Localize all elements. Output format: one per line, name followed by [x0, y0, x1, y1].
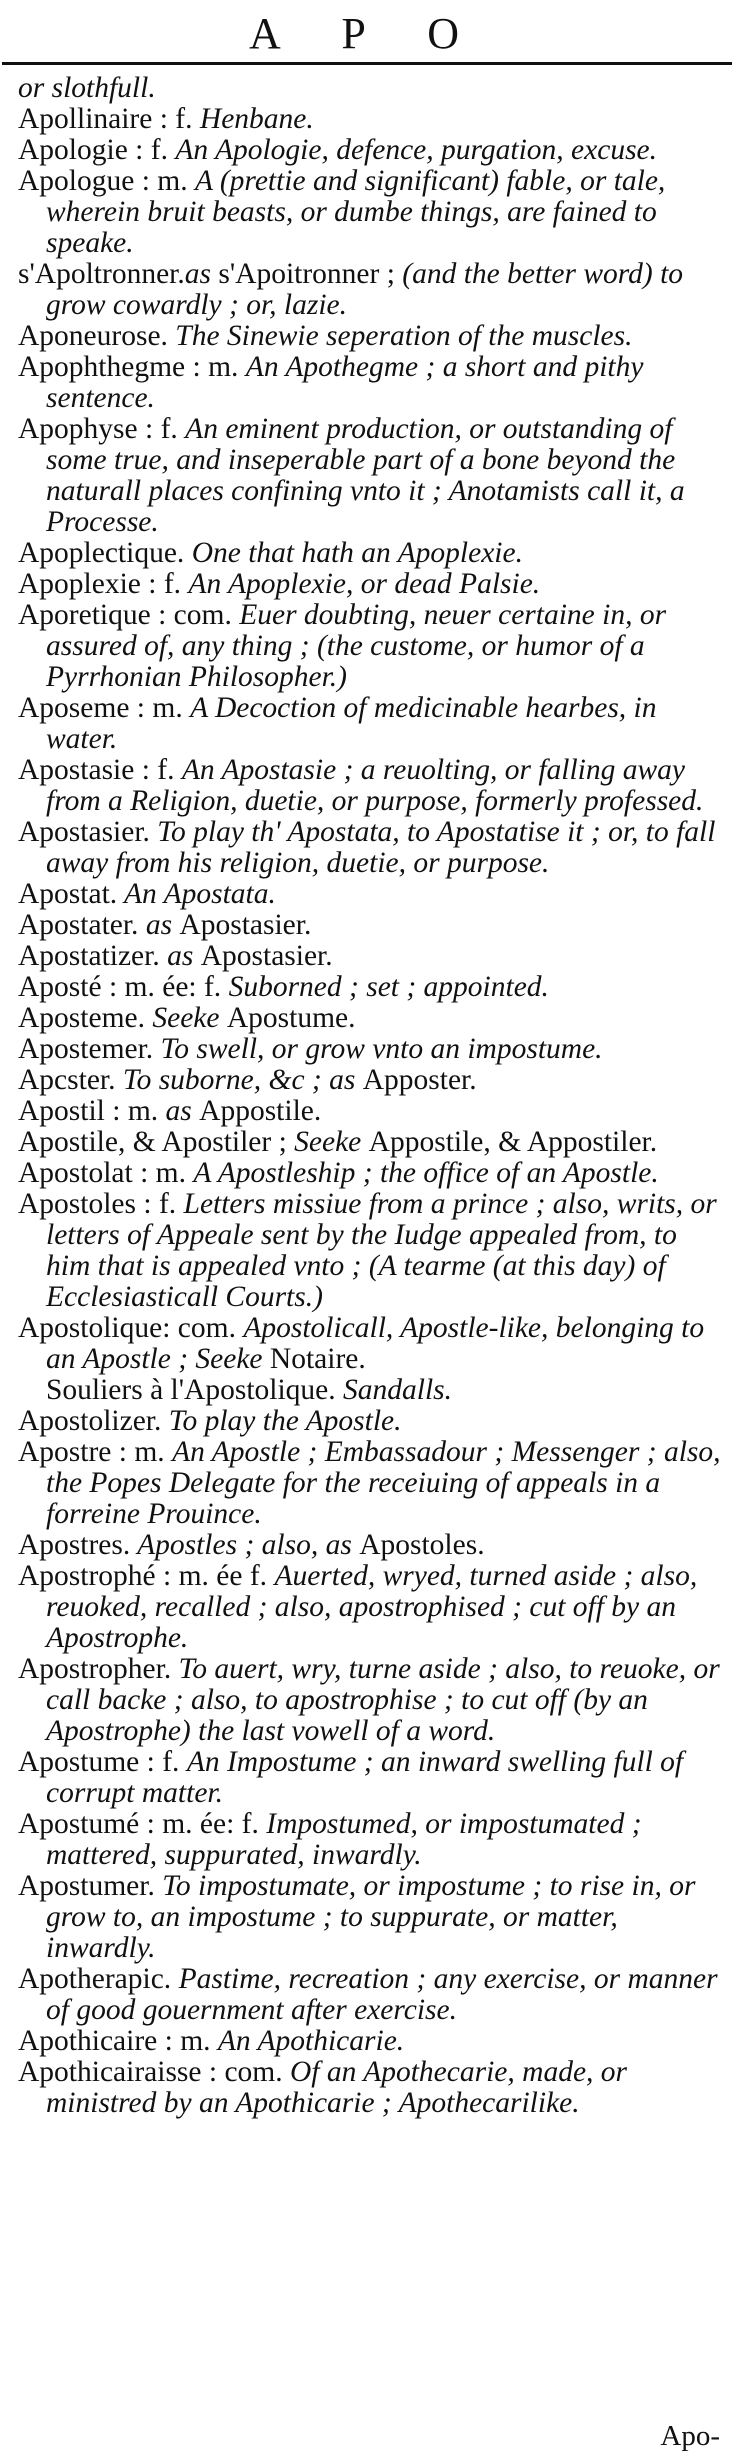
headword: Apostasier.: [18, 816, 150, 848]
definition: as: [165, 1095, 200, 1127]
headword: Apostre: [18, 1436, 112, 1468]
dictionary-entry: [18, 600, 722, 693]
headword: Aponeurose.: [18, 320, 168, 352]
definition: The Sinewie seperation of the muscles.: [167, 320, 633, 352]
cross-reference: Apostasier.: [200, 940, 333, 972]
headword: Apostolizer.: [18, 1405, 162, 1437]
headword: Apostater.: [18, 909, 139, 941]
dictionary-entry: [18, 1375, 722, 1406]
dictionary-entry: [18, 1530, 722, 1561]
dictionary-entry: [18, 1561, 722, 1654]
cross-reference: Apposter.: [362, 1064, 477, 1096]
dictionary-entry: [18, 1003, 722, 1034]
definition: An Impostume ; an inward swelling full of corrupt matter.: [46, 1746, 684, 1809]
headword: Apophthegme: [18, 351, 186, 383]
dictionary-entry: [18, 1127, 722, 1158]
headword: Apotherapic.: [18, 1963, 172, 1995]
grammar-note: : com.: [162, 1312, 244, 1344]
headword: s'Apoltronner.: [18, 258, 185, 290]
headword: Apothicairaisse: [18, 2056, 202, 2088]
catchword: Apo-: [660, 2420, 720, 2452]
headword: Apostumer.: [18, 1870, 155, 1902]
cross-reference: Appostile.: [199, 1095, 322, 1127]
dictionary-entry: [18, 569, 722, 600]
grammar-note: : f.: [127, 134, 176, 166]
grammar-note: ;: [271, 1126, 295, 1158]
headword: Apostrophé: [18, 1560, 156, 1592]
definition: Suborned ; set ; appointed.: [228, 971, 549, 1003]
dictionary-entry: [18, 1964, 722, 2026]
dictionary-entry: [18, 941, 722, 972]
definition: An eminent production, or outstanding of some true, and inseperable part of a bone beyond the naturall places confining vnto it ; Anotamists call it, a Processe.: [46, 413, 685, 538]
dictionary-entry: [18, 166, 722, 259]
headword: Aporetique: [18, 599, 151, 631]
grammar-note: : m. ée f.: [155, 1560, 275, 1592]
headword: Apollinaire: [18, 103, 153, 135]
dictionary-entry: [18, 879, 722, 910]
headword: Apologie: [18, 134, 128, 166]
dictionary-entry: [18, 135, 722, 166]
cross-reference: s'Apoitronner: [218, 258, 380, 290]
definition: A (prettie and significant) fable, or tale, wherein bruit beasts, or dumbe things, are fained to speake.: [46, 165, 666, 259]
headword: Apostumé: [18, 1808, 140, 1840]
dictionary-entry: [18, 755, 722, 817]
grammar-note: : com.: [201, 2056, 290, 2088]
grammar-note: : f.: [134, 754, 182, 786]
headword: Apoplexie: [18, 568, 141, 600]
grammar-note: : m. ée: f.: [139, 1808, 267, 1840]
dictionary-entry: [18, 1654, 722, 1747]
definition: An Apologie, defence, purgation, excuse.: [175, 134, 658, 166]
dictionary-entry: [18, 1158, 722, 1189]
dictionary-entry: [18, 73, 722, 104]
grammar-note: : m.: [129, 692, 191, 724]
grammar-note: : m.: [104, 1095, 166, 1127]
definition: An Apostle ; Embassadour ; Messenger ; also, the Popes Delegate for the receiuing of appeals in a forreine Prouince.: [46, 1436, 721, 1530]
dictionary-entry: [18, 817, 722, 879]
grammar-note: : f.: [152, 103, 200, 135]
dictionary-entry: [18, 1034, 722, 1065]
dictionary-entry: [18, 910, 722, 941]
cross-reference: Appostile, & Appostiler.: [368, 1126, 658, 1158]
headword: Apostres.: [18, 1529, 131, 1561]
definition: Apostles ; also, as: [130, 1529, 360, 1561]
headword: Apothicaire: [18, 2025, 158, 2057]
definition: Seeke: [294, 1126, 369, 1158]
headword: Apostume: [18, 1746, 140, 1778]
headword: Aposteme.: [18, 1002, 145, 1034]
dictionary-entry: [18, 1313, 722, 1375]
definition: Impostumed, or impostumated ; mattered, suppurated, inwardly.: [46, 1808, 642, 1871]
grammar-note: : com.: [150, 599, 240, 631]
dictionary-entry: [18, 414, 722, 538]
headword: Aposeme: [18, 692, 130, 724]
grammar-note: : m.: [132, 1157, 194, 1189]
definition: An Apothicarie.: [217, 2025, 405, 2057]
headword: Apostemer.: [18, 1033, 154, 1065]
definition: Pastime, recreation ; any exercise, or manner of good gouernment after exercise.: [46, 1963, 718, 2026]
definition: An Apoplexie, or dead Palsie.: [188, 568, 541, 600]
definition: A Apostleship ; the office of an Apostle.: [193, 1157, 659, 1189]
definition: To suborne, &c ; as: [115, 1064, 363, 1096]
headword: Apostile, & Apostiler: [18, 1126, 272, 1158]
definition: Apostolicall, Apostle-like, belonging to an Apostle ; Seeke: [46, 1312, 705, 1375]
cross-reference: Notaire.: [269, 1343, 366, 1375]
definition: An Apostata.: [117, 878, 276, 910]
entry-list: [18, 73, 722, 2119]
headword: Apoplectique.: [18, 537, 185, 569]
headword: Apcster.: [18, 1064, 116, 1096]
headword: Apostropher.: [18, 1653, 172, 1685]
dictionary-entry: [18, 321, 722, 352]
running-head: A P O: [249, 9, 485, 58]
definition: To play th' Apostata, to Apostatise it ; or, to fall away from his religion, duetie, or purpose.: [46, 816, 716, 879]
definition: as: [184, 258, 219, 290]
headword: Apophyse: [18, 413, 138, 445]
grammar-note: : m. ée: f.: [101, 971, 229, 1003]
dictionary-entry: [18, 352, 722, 414]
definition: An Apostasie ; a reuolting, or falling away from a Religion, duetie, or purpose, formerly professed.: [46, 754, 704, 817]
dictionary-entry: [18, 1189, 722, 1313]
dictionary-entry: [18, 1406, 722, 1437]
grammar-note: : m.: [111, 1436, 173, 1468]
grammar-note: ;: [379, 258, 403, 290]
cross-reference: Apostume.: [226, 1002, 356, 1034]
headword: Aposté: [18, 971, 102, 1003]
definition: Seeke: [145, 1002, 227, 1034]
definition: Auerted, wryed, turned aside ; also, reuoked, recalled ; also, apostrophised ; cut off by an Apostrophe.: [46, 1560, 698, 1654]
headword: Apostolat: [18, 1157, 133, 1189]
definition: An Apothegme ; a short and pithy sentence.: [46, 351, 644, 414]
grammar-note: : f.: [139, 1746, 187, 1778]
dictionary-entry: [18, 104, 722, 135]
definition: Letters missiue from a prince ; also, writs, or letters of Appeale sent by the Iudge appealed from, to him that is appealed vnto ; (A tearme (at this day) of Ecclesiasticall Courts.): [46, 1188, 717, 1313]
grammar-note: : f.: [136, 1188, 184, 1220]
headword: Apostoles: [18, 1188, 136, 1220]
definition: Henbane.: [199, 103, 314, 135]
dictionary-entry: [18, 2026, 722, 2057]
dictionary-entry: [18, 1437, 722, 1530]
cross-reference: Apostasier.: [179, 909, 312, 941]
dictionary-entry: [18, 972, 722, 1003]
dictionary-entry: [18, 1747, 722, 1809]
dictionary-entry: [18, 1809, 722, 1871]
definition: To auert, wry, turne aside ; also, to reuoke, or call backe ; also, to apostrophise ; to cut off (by an Apostrophe) the last vowell of a word.: [46, 1653, 720, 1747]
dictionary-entry: [18, 2057, 722, 2119]
dictionary-entry: [18, 1871, 722, 1964]
grammar-note: : f.: [137, 413, 186, 445]
definition: One that hath an Apoplexie.: [184, 537, 523, 569]
definition: To play the Apostle.: [161, 1405, 402, 1437]
headword: Apostatizer.: [18, 940, 160, 972]
header-rule: [2, 62, 732, 65]
dictionary-entry: [18, 1065, 722, 1096]
definition: A Decoction of medicinable hearbes, in water.: [46, 692, 657, 755]
definition: Sandalls.: [335, 1374, 453, 1406]
dictionary-entry: [18, 693, 722, 755]
grammar-note: : m.: [185, 351, 246, 383]
definition: To swell, or grow vnto an impostume.: [153, 1033, 603, 1065]
headword: Apostat.: [18, 878, 118, 910]
headword: Apostasie: [18, 754, 135, 786]
headword: Apologue: [18, 165, 135, 197]
headword: Apostolique: [18, 1312, 163, 1344]
headword: Souliers à l'Apostolique.: [46, 1374, 336, 1406]
cross-reference: Apostoles.: [359, 1529, 485, 1561]
dictionary-entry: [18, 259, 722, 321]
grammar-note: : m.: [157, 2025, 218, 2057]
dictionary-entry: [18, 538, 722, 569]
definition: Of an Apothecarie, made, or ministred by an Apothicarie ; Apothecarilike.: [46, 2056, 628, 2119]
grammar-note: : f.: [140, 568, 189, 600]
definition: Euer doubting, neuer certaine in, or assured of, any thing ; (the custome, or humor of a Pyrrhonian Philosopher.): [46, 599, 667, 693]
definition: as: [159, 940, 201, 972]
definition: To impostumate, or impostume ; to rise in, or grow to, an impostume ; to suppurate, or matter, inwardly.: [46, 1870, 696, 1964]
definition: as: [138, 909, 180, 941]
definition: (and the better word) to grow cowardly ; or, lazie.: [46, 258, 684, 321]
definition: or slothfull.: [18, 72, 156, 104]
headword: Apostil: [18, 1095, 105, 1127]
grammar-note: : m.: [134, 165, 195, 197]
dictionary-entry: [18, 1096, 722, 1127]
